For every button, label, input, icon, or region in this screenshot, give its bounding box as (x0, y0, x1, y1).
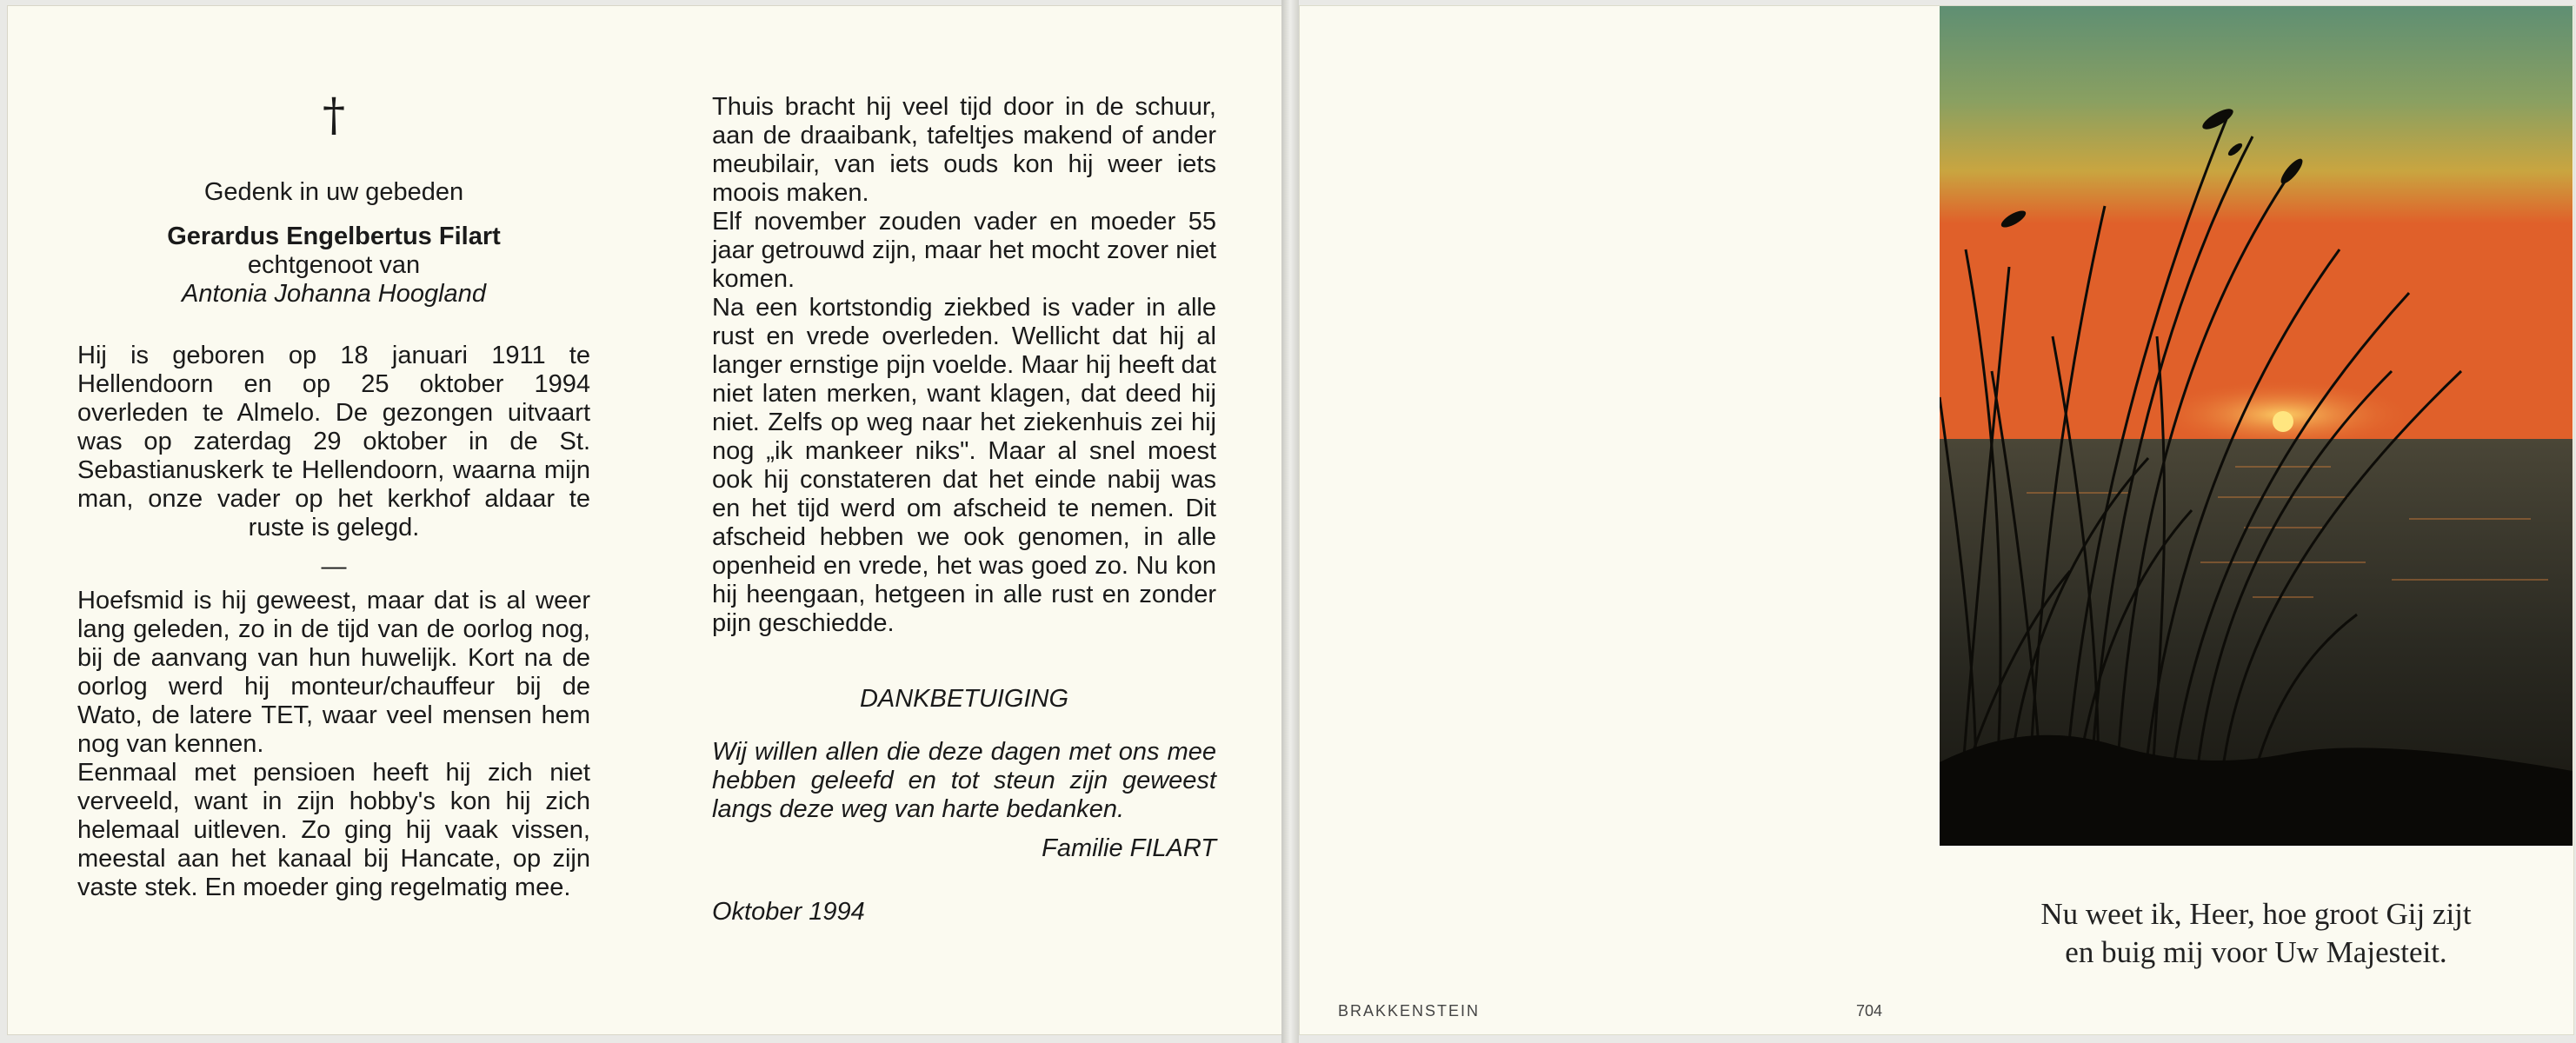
sunset-reeds-photo (1940, 6, 2573, 846)
spouse-intro: echtgenoot van (247, 251, 421, 279)
sky (1940, 6, 2573, 441)
anniversary-paragraph: Elf november zouden vader en moeder 55 jaar getrouwd zijn, maar het mocht zover niet komen. (712, 208, 1216, 293)
smith-paragraph: Hoefsmid is hij geweest, maar dat is al weer lang geleden, zo in de tijd van de oorlog nog, bij de aanvang van hun huwelijk. Kort na de oorlog werd hij monteur/chauffeur bij de Wato, de latere TET, waar veel mensen hem nog van kennen. (77, 587, 590, 758)
poem (1940, 895, 2573, 972)
card-date: Oktober 1994 (712, 898, 865, 926)
left-column (77, 6, 590, 902)
card-number: 704 (1856, 1002, 1883, 1020)
separator-dash: — (321, 553, 347, 581)
publisher-imprint: BRAKKENSTEIN (1338, 1002, 1481, 1020)
pension-paragraph: Eenmaal met pensioen heeft hij zich niet verveeld, want in zijn hobby's kon hij zich helemaal uitleven. Zo ging hij vaak vissen, meestal aan het kanaal bij Hancate, op zijn vaste stek. En moeder ging regelmatig mee. (77, 759, 590, 901)
illness-paragraph: Na een kortstondig ziekbed is vader in alle rust en vrede overleden. Wellicht dat hij al langer ernstige pijn voelde. Maar hij heeft dat niet laten merken, want klagen, dat deed hij niet. Zelfs op weg naar het ziekenhuis zei hij nog „ik mankeer niks". Maar al snel moest ook hij constateren dat het einde nabij was en het tijd werd om afscheid te nemen. Dit afscheid hebben we ook genomen, in alle openheid en vrede, het was goed zo. Nu kon hij heengaan, hetgeen in alle rust en zonder pijn geschiedde. (712, 294, 1216, 637)
right-column (712, 93, 1216, 927)
thanks-text: Wij willen allen die deze dagen met ons mee hebben geleefd en tot steun zijn geweest langs deze weg van harte bedanken. (712, 738, 1216, 823)
deceased-name: Gerardus Engelbertus Filart (167, 223, 501, 250)
sun (2273, 411, 2293, 432)
left-card-panel (7, 5, 1282, 1035)
shed-paragraph: Thuis bracht hij veel tijd door in de schuur, aan de draaibank, tafeltjes makend of ander meubilair, van iets ouds kon hij weer iets moois maken. (712, 93, 1216, 207)
thanks-heading: DANKBETUIGING (859, 685, 1069, 713)
poem-line-2: en buig mij voor Uw Majesteit. (2065, 935, 2447, 969)
right-card-panel (1299, 5, 2574, 1035)
card-fold-gap (1281, 0, 1299, 1043)
bio-paragraph: Hij is geboren op 18 januari 1911 te Hellendoorn en op 25 oktober 1994 overleden te Almelo. De gezongen uitvaart was op zaterdag 29 oktober in de St. Sebastianuskerk te Hellendoorn, waarna mijn man, onze vader op het kerkhof aldaar te ruste is gelegd. (77, 342, 590, 541)
poem-line-1: Nu weet ik, Heer, hoe groot Gij zijt (2040, 897, 2472, 931)
family-signature: Familie FILART (1042, 834, 1216, 862)
spouse-name: Antonia Johanna Hoogland (182, 280, 486, 308)
cross-icon: † (323, 90, 345, 142)
remember-line: Gedenk in uw gebeden (203, 178, 464, 206)
